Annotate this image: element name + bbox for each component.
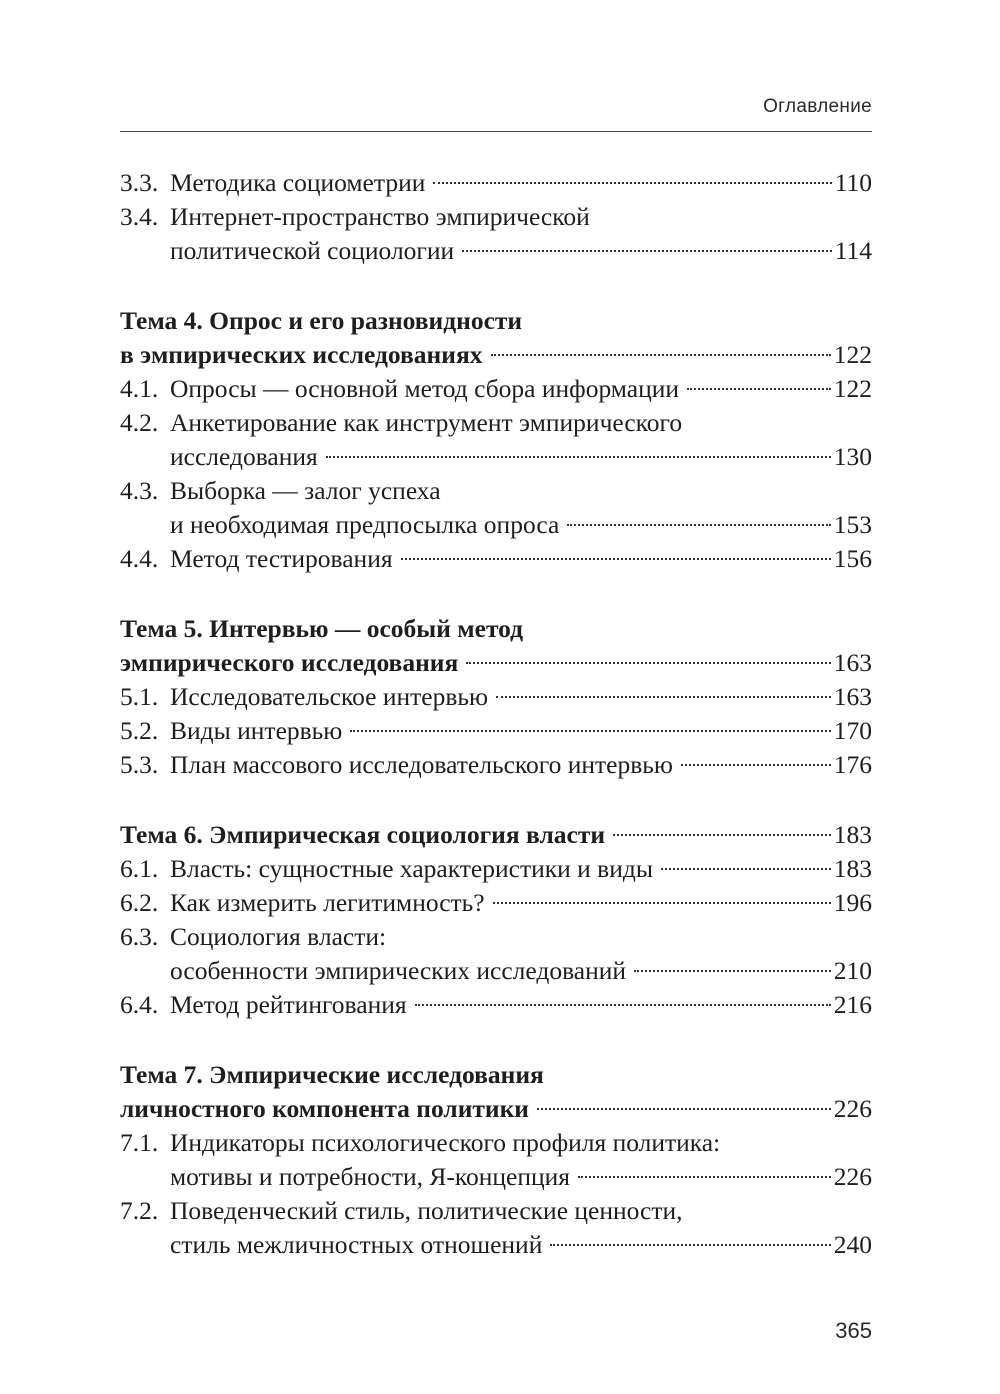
toc-topic-5[interactable] — [120, 612, 872, 646]
toc-topic-title-line2: в эмпирических исследованиях — [120, 340, 483, 369]
toc-entry-page: 226 — [833, 1162, 872, 1191]
dot-leader — [493, 902, 831, 904]
toc-entry-title-line2: исследования — [170, 442, 318, 471]
toc-entry-number: 3.4. — [120, 202, 159, 231]
toc-entry-7-2-cont[interactable] — [120, 1228, 872, 1262]
toc-entry-title-line1: Поведенческий стиль, политические ценности, — [170, 1196, 683, 1225]
toc-entry-5-2[interactable] — [120, 714, 872, 748]
toc-entry-6-1[interactable] — [120, 852, 872, 886]
toc-topic-title-line2: эмпирического исследования — [120, 648, 459, 677]
toc-entry-title-line2: стиль межличностных отношений — [170, 1230, 543, 1259]
toc-entry-page: 196 — [833, 888, 872, 917]
dot-leader — [496, 696, 831, 698]
toc-topic-5-cont[interactable] — [120, 646, 872, 680]
toc-entry-title: Метод тестирования — [170, 544, 393, 573]
toc-entry-page: 170 — [833, 716, 872, 745]
toc-entry-number: 4.1. — [120, 374, 159, 403]
toc-entry-4-2[interactable] — [120, 406, 872, 440]
running-header-title: Оглавление — [763, 96, 872, 117]
dot-leader — [401, 558, 831, 560]
toc-entry-page: 114 — [834, 236, 872, 265]
toc-entry-4-2-cont[interactable] — [120, 440, 872, 474]
toc-entry-number: 4.3. — [120, 476, 159, 505]
toc-entry-3-4[interactable] — [120, 200, 872, 234]
toc-entry-page: 240 — [833, 1230, 872, 1259]
toc-entry-page: 130 — [833, 442, 872, 471]
toc-entry-page: 216 — [833, 990, 872, 1019]
toc-topic-title-line1: Тема 7. Эмпирические исследования — [120, 1060, 544, 1089]
toc-topic-title-line1: Тема 4. Опрос и его разновидности — [120, 306, 523, 335]
toc-entry-6-4[interactable] — [120, 988, 872, 1022]
toc-entry-number: 5.3. — [120, 750, 159, 779]
toc-topic-7-cont[interactable] — [120, 1092, 872, 1126]
toc-entry-number: 3.3. — [120, 168, 159, 197]
toc-topic-4-cont[interactable] — [120, 338, 872, 372]
toc-entry-5-1[interactable] — [120, 680, 872, 714]
toc-entry-number: 6.1. — [120, 854, 159, 883]
toc-entry-title-line2: мотивы и потребности, Я-концепция — [170, 1162, 570, 1191]
toc-entry-title: Власть: сущностные характеристики и виды — [170, 854, 653, 883]
toc-entry-7-2[interactable] — [120, 1194, 872, 1228]
dot-leader — [613, 834, 831, 836]
toc-entry-title: Методика социометрии — [170, 168, 426, 197]
toc-topic-page: 183 — [833, 820, 872, 849]
toc-entry-4-3[interactable] — [120, 474, 872, 508]
dot-leader — [433, 182, 831, 184]
toc-entry-title: План массового исследовательского интервью — [170, 750, 673, 779]
toc-entry-3-4-cont[interactable] — [120, 234, 872, 268]
toc-entry-title: Метод рейтингования — [170, 990, 407, 1019]
toc-entry-3-3[interactable] — [120, 166, 872, 200]
toc-entry-6-2[interactable] — [120, 886, 872, 920]
toc-topic-page: 163 — [833, 648, 872, 677]
toc-entry-page: 163 — [833, 682, 872, 711]
toc-topic-title: Тема 6. Эмпирическая социология власти — [120, 820, 606, 849]
toc-entry-title-line2: и необходимая предпосылка опроса — [170, 510, 560, 539]
dot-leader — [462, 250, 832, 252]
toc-topic-title-line2: личностного компонента политики — [120, 1094, 529, 1123]
toc-entry-4-4[interactable] — [120, 542, 872, 576]
toc-entry-6-3-cont[interactable] — [120, 954, 872, 988]
toc-entry-page: 183 — [833, 854, 872, 883]
toc-topic-page: 122 — [833, 340, 872, 369]
dot-leader — [326, 456, 831, 458]
toc-entry-6-3[interactable] — [120, 920, 872, 954]
toc-entry-number: 6.4. — [120, 990, 159, 1019]
toc-entry-title-line2: политической социологии — [170, 236, 455, 265]
toc-entry-title-line2: особенности эмпирических исследований — [170, 956, 627, 985]
toc-topic-title-line1: Тема 5. Интервью — особый метод — [120, 614, 524, 643]
toc-entry-number: 5.1. — [120, 682, 159, 711]
toc-entry-number: 7.1. — [120, 1128, 159, 1157]
toc-entry-number: 4.4. — [120, 544, 159, 573]
dot-leader — [491, 354, 831, 356]
toc-entry-title: Опросы — основной метод сбора информации — [170, 374, 680, 403]
dot-leader — [634, 970, 831, 972]
toc-entry-number: 7.2. — [120, 1196, 159, 1225]
toc-entry-7-1[interactable] — [120, 1126, 872, 1160]
dot-leader — [415, 1004, 831, 1006]
toc-entry-page: 122 — [833, 374, 872, 403]
header-rule — [120, 131, 872, 132]
toc-entry-title: Исследовательское интервью — [170, 682, 489, 711]
toc-entry-title-line1: Интернет-пространство эмпирической — [170, 202, 590, 231]
dot-leader — [567, 524, 830, 526]
toc-entry-title: Как измерить легитимность? — [170, 888, 485, 917]
dot-leader — [466, 662, 830, 664]
table-of-contents — [120, 166, 872, 1262]
toc-topic-6[interactable] — [120, 818, 872, 852]
toc-entry-title: Виды интервью — [170, 716, 343, 745]
toc-entry-5-3[interactable] — [120, 748, 872, 782]
toc-entry-page: 156 — [833, 544, 872, 573]
toc-entry-page: 176 — [833, 750, 872, 779]
toc-entry-page: 110 — [834, 168, 872, 197]
dot-leader — [661, 868, 831, 870]
toc-topic-4[interactable] — [120, 304, 872, 338]
toc-entry-title-line1: Анкетирование как инструмент эмпирического — [170, 408, 683, 437]
toc-entry-number: 5.2. — [120, 716, 159, 745]
dot-leader — [578, 1176, 831, 1178]
toc-entry-page: 210 — [833, 956, 872, 985]
toc-entry-number: 4.2. — [120, 408, 159, 437]
toc-topic-7[interactable] — [120, 1058, 872, 1092]
dot-leader — [550, 1244, 830, 1246]
toc-entry-page: 153 — [833, 510, 872, 539]
page-number: 365 — [835, 1318, 872, 1343]
dot-leader — [537, 1108, 831, 1110]
toc-topic-page: 226 — [833, 1094, 872, 1123]
toc-entry-title-line1: Индикаторы психологического профиля политика: — [170, 1128, 721, 1157]
dot-leader — [350, 730, 830, 732]
toc-entry-title-line1: Выборка — залог успеха — [170, 476, 441, 505]
toc-entry-4-3-cont[interactable] — [120, 508, 872, 542]
toc-entry-title-line1: Социология власти: — [170, 922, 387, 951]
toc-entry-number: 6.2. — [120, 888, 159, 917]
dot-leader — [681, 764, 831, 766]
toc-entry-number: 6.3. — [120, 922, 159, 951]
dot-leader — [687, 388, 831, 390]
toc-entry-4-1[interactable] — [120, 372, 872, 406]
toc-entry-7-1-cont[interactable] — [120, 1160, 872, 1194]
